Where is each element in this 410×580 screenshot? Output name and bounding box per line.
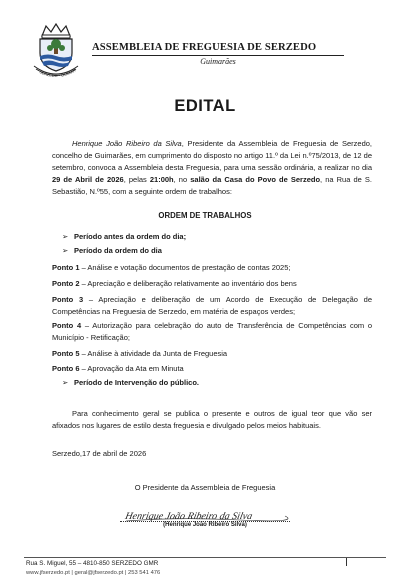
agenda-title: ORDEM DE TRABALHOS [158,211,252,220]
agenda-bullet-pre-order: ➢ Período antes da ordem do dia; [62,232,187,241]
session-date: 29 de Abril de 2026 [52,174,124,184]
crest-ribbon-text: SERZEDO - GUIMAR [38,67,77,79]
agenda-point-5: Ponto 5 – Análise à atividade da Junta de Freguesia [52,349,228,358]
agenda-point-1: Ponto 1 – Análise e votação documentos de prestação de contas 2025; [52,263,291,272]
agenda-point-3: Ponto 3 – Apreciação e deliberação de um Acordo de Execução de Delegação de Competências na Freguesia de Serzedo, em matéria de espaços verdes; [52,295,372,316]
footer-divider [24,557,386,558]
date-place: Serzedo,17 de abril de 2026 [52,449,147,458]
session-time: 21:00h [149,174,174,184]
signature-role: O Presidente da Assembleia de Freguesia [134,483,276,492]
document-heading: EDITAL [174,97,236,115]
closing-paragraph: Para conhecimento geral se publica o presente e outros de igual teor que vão ser afixados nos lugares de estilo desta freguesia e divulgado pelos meios habituais. [52,409,372,430]
arrow-icon: ➢ [62,246,69,255]
agenda-bullet-public: ➢ Período de Intervenção do público. [62,378,200,387]
agenda-point-2: Ponto 2 – Apreciação e deliberação relativamente ao inventário dos bens [52,279,297,288]
agenda-point-4: Ponto 4 – Autorização para celebração do auto de Transferência de Competências com o Município - Retificação; [52,321,372,342]
assembly-subtitle: Guimarães [200,57,236,66]
agenda-point-6: Ponto 6 – Aprovação da Ata em Minuta [52,364,184,373]
convocation-paragraph: Henrique João Ribeiro da Silva, Presidente da Assembleia de Freguesia de Serzedo, concelho de Guimarães, em cumprimento do disposto no artigo 11.º da Lei n.º75/2013, de 12 de setembro, convoca a Assembleia desta Freguesia, para uma sessão ordinária, a realizar no dia 29 de Abril de 2026, pelas 21:00h, no salão da Casa do Povo de Serzedo, na Rua de S. Sebastião, N.º55, com a seguinte ordem de trabalhos: [52,139,372,196]
footer-contacts: www.jfserzedo.pt | geral@jfserzedo.pt | 253 541 476 [26,570,161,576]
header-divider [92,55,344,56]
parish-crest-logo [28,20,84,80]
signer-name: (Henrique João Ribeiro Silva) [163,522,247,528]
svg-text:Henrique João Ribeiro da Silva: Henrique João Ribeiro da Silva [124,511,254,522]
arrow-icon: ➢ [62,378,69,387]
arrow-icon: ➢ [62,232,69,241]
agenda-bullet-order: ➢ Período da ordem do dia [62,246,162,255]
page-marker [346,558,347,566]
session-venue: salão da Casa do Povo de Serzedo [190,174,321,184]
president-name: Henrique João Ribeiro da Silva [72,139,182,148]
assembly-title: ASSEMBLEIA DE FREGUESIA DE SERZEDO [92,42,317,53]
footer-address: Rua S. Miguel, 55 – 4810-850 SERZEDO GMR [26,560,159,567]
